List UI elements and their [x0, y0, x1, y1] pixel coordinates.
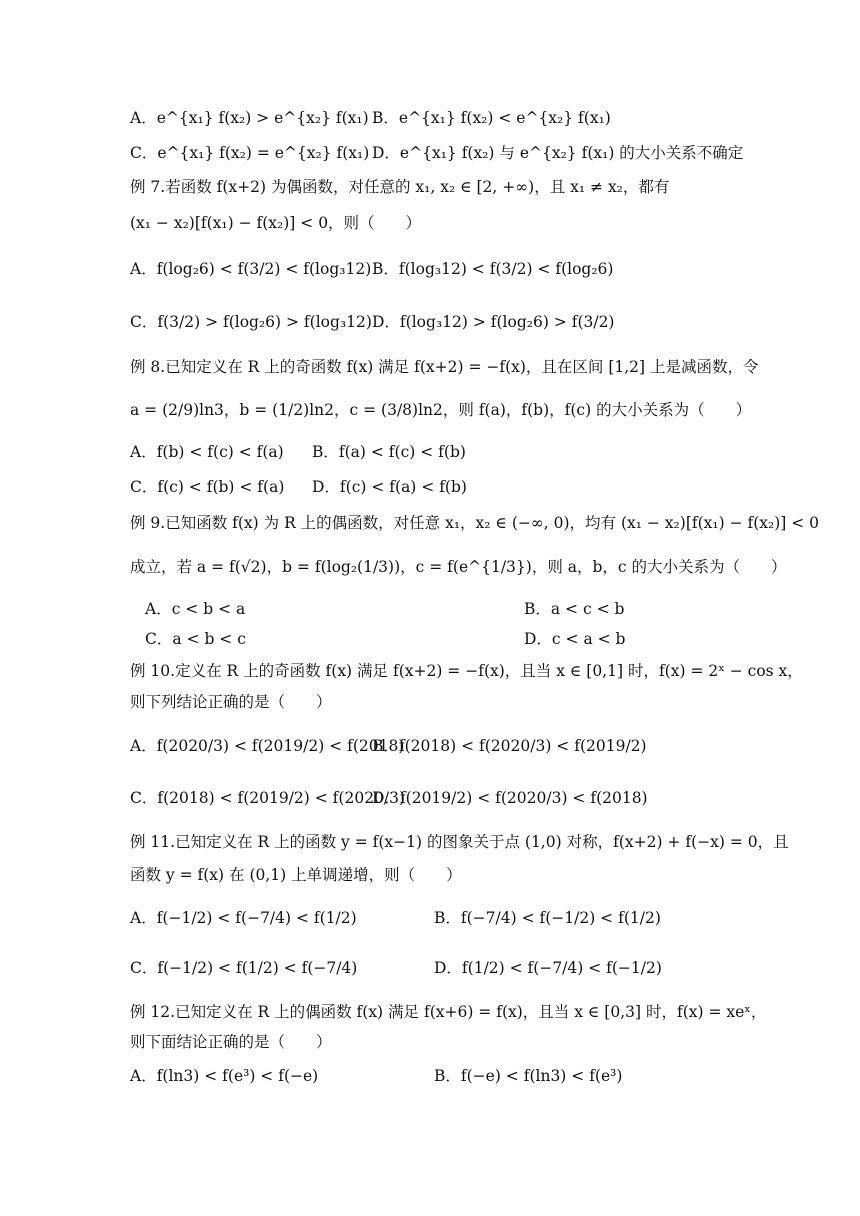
- q9-option-a: A．c < b < a: [145, 600, 246, 618]
- q6-option-a: A．e^{x₁} f(x₂) > e^{x₂} f(x₁): [130, 109, 369, 127]
- q11-stem-line2: 函数 y = f(x) 在 (0,1) 上单调递增，则（ ）: [130, 866, 462, 884]
- q10-stem-line2: 则下列结论正确的是（ ）: [130, 693, 332, 711]
- q6-option-d: D．e^{x₁} f(x₂) 与 e^{x₂} f(x₁) 的大小关系不确定: [372, 144, 744, 162]
- q7-stem-line1: 例 7.若函数 f(x+2) 为偶函数，对任意的 x₁, x₂ ∈ [2, +∞)，且 x₁ ≠ x₂，都有: [130, 178, 670, 196]
- q8-option-b: B．f(a) < f(c) < f(b): [312, 443, 466, 461]
- q12-option-b: B．f(−e) < f(ln3) < f(e³): [434, 1067, 623, 1085]
- q7-option-d: D．f(log₃12) > f(log₂6) > f(3/2): [372, 313, 615, 331]
- q7-option-b: B．f(log₃12) < f(3/2) < f(log₂6): [372, 260, 614, 278]
- q8-stem-line2: a = (2/9)ln3，b = (1/2)ln2，c = (3/8)ln2，则 f(a)，f(b)，f(c) 的大小关系为（ ）: [130, 401, 752, 419]
- q10-option-d: D．f(2019/2) < f(2020/3) < f(2018): [372, 789, 648, 807]
- q9-option-c: C．a < b < c: [145, 630, 246, 648]
- q8-option-d: D．f(c) < f(a) < f(b): [312, 478, 467, 496]
- q6-option-c: C．e^{x₁} f(x₂) = e^{x₂} f(x₁): [130, 144, 370, 162]
- q10-option-b: B．f(2018) < f(2020/3) < f(2019/2): [372, 737, 647, 755]
- q11-option-b: B．f(−7/4) < f(−1/2) < f(1/2): [434, 909, 661, 927]
- q7-option-a: A．f(log₂6) < f(3/2) < f(log₃12): [130, 260, 372, 278]
- q9-option-d: D．c < a < b: [524, 630, 626, 648]
- q12-stem-line2: 则下面结论正确的是（ ）: [130, 1033, 332, 1051]
- q9-stem-line2: 成立，若 a = f(√2)，b = f(log₂(1/3))，c = f(e^{1/3})，则 a，b，c 的大小关系为（ ）: [130, 558, 787, 576]
- q12-stem-line1: 例 12.已知定义在 R 上的偶函数 f(x) 满足 f(x+6) = f(x)，且当 x ∈ [0,3] 时，f(x) = xeˣ，: [130, 1003, 767, 1021]
- q11-option-d: D．f(1/2) < f(−7/4) < f(−1/2): [434, 959, 662, 977]
- q7-option-c: C．f(3/2) > f(log₂6) > f(log₃12): [130, 313, 372, 331]
- q11-stem-line1: 例 11.已知定义在 R 上的函数 y = f(x−1) 的图象关于点 (1,0) 对称，f(x+2) + f(−x) = 0，且: [130, 833, 789, 851]
- q10-stem-line1: 例 10.定义在 R 上的奇函数 f(x) 满足 f(x+2) = −f(x)，且当 x ∈ [0,1] 时，f(x) = 2ˣ − cos x，: [130, 662, 803, 680]
- q6-option-b: B．e^{x₁} f(x₂) < e^{x₂} f(x₁): [372, 109, 611, 127]
- q8-option-a: A．f(b) < f(c) < f(a): [130, 443, 284, 461]
- q10-option-a: A．f(2020/3) < f(2019/2) < f(2018): [130, 737, 405, 755]
- q10-option-c: C．f(2018) < f(2019/2) < f(2020/3): [130, 789, 406, 807]
- q8-stem-line1: 例 8.已知定义在 R 上的奇函数 f(x) 满足 f(x+2) = −f(x)，且在区间 [1,2] 上是减函数，令: [130, 358, 759, 376]
- q9-option-b: B．a < c < b: [524, 600, 625, 618]
- q9-stem-line1: 例 9.已知函数 f(x) 为 R 上的偶函数，对任意 x₁，x₂ ∈ (−∞, 0)，均有 (x₁ − x₂)[f(x₁) − f(x₂)] < 0: [130, 514, 820, 532]
- q12-option-a: A．f(ln3) < f(e³) < f(−e): [130, 1067, 319, 1085]
- q11-option-a: A．f(−1/2) < f(−7/4) < f(1/2): [130, 909, 357, 927]
- q11-option-c: C．f(−1/2) < f(1/2) < f(−7/4): [130, 959, 358, 977]
- q7-stem-line2: (x₁ − x₂)[f(x₁) − f(x₂)] < 0，则（ ）: [130, 214, 422, 232]
- q8-option-c: C．f(c) < f(b) < f(a): [130, 478, 285, 496]
